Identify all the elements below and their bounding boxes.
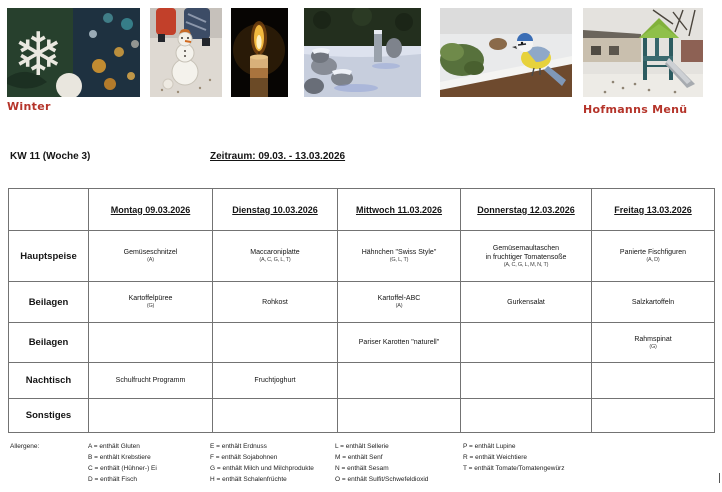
- menu-cell: [338, 399, 461, 433]
- period-label: Zeitraum: 09.03. - 13.03.2026: [210, 151, 346, 162]
- photo-blue-tit-on-snowy-branch: [440, 8, 572, 97]
- menu-cell: Rohkost: [213, 282, 338, 323]
- svg-text:❄: ❄: [13, 20, 64, 90]
- menu-cell: Gemüsemaultaschen in fruchtiger Tomatensoße (A, C, G, L, M, N, T): [461, 231, 592, 282]
- day-header: Dienstag 10.03.2026: [213, 189, 338, 231]
- menu-cell: Panierte Fischfiguren (A, D): [592, 231, 715, 282]
- legend-column: E = enthält Erdnuss F = enthält Sojabohnen G = enthält Milch und Milchprodukte H = enthält Schalenfrüchte: [210, 443, 314, 483]
- menu-cell: Schulfrucht Programm: [89, 363, 213, 399]
- menu-cell: Kartoffelpüree (G): [89, 282, 213, 323]
- menu-cell: Maccaroniplatte (A, C, G, L, T): [213, 231, 338, 282]
- table-row-beilagen-2: [9, 323, 715, 363]
- week-label: KW 11 (Woche 3): [10, 151, 91, 162]
- row-label: Nachtisch: [9, 363, 89, 399]
- table-row-sonstiges: [9, 399, 715, 433]
- corner-cell: [9, 189, 89, 231]
- row-label: Beilagen: [9, 282, 89, 323]
- photo-snowy-playground-with-slide: [583, 8, 703, 97]
- menu-cell: [89, 323, 213, 363]
- day-header: Donnerstag 12.03.2026: [461, 189, 592, 231]
- menu-cell: [89, 399, 213, 433]
- day-header: Montag 09.03.2026: [89, 189, 213, 231]
- day-header: Freitag 13.03.2026: [592, 189, 715, 231]
- menu-cell: [592, 363, 715, 399]
- menu-cell: [461, 323, 592, 363]
- photo-children-building-snowman: [150, 8, 222, 97]
- legend-column: P = enthält Lupine R = enthält Weichtiere T = enthält Tomate/Tomatengewürz: [463, 443, 565, 472]
- table-row-hauptspeise: [9, 231, 715, 282]
- menu-cell: Kartoffel-ABC (A): [338, 282, 461, 323]
- legend-column: L = enthält Sellerie M = enthält Senf N = enthält Sesam O = enthält Sulfit/Schwefeldioxid: [335, 443, 429, 483]
- header-row: [9, 189, 715, 231]
- photo-snow-covered-stones-at-night: [304, 8, 421, 97]
- table-row-nachtisch: [9, 363, 715, 399]
- legend-column: A = enthält Gluten B = enthält Krebstiere C = enthält (Hühner-) Ei D = enthält Fisch: [88, 443, 157, 483]
- menu-cell: Pariser Karotten "naturell": [338, 323, 461, 363]
- menu-table: [8, 188, 715, 433]
- menu-cell: Gemüseschnitzel (A): [89, 231, 213, 282]
- row-label: Beilagen: [9, 323, 89, 363]
- menu-cell: Gurkensalat: [461, 282, 592, 323]
- menu-cell: [592, 399, 715, 433]
- legend-title: Allergene:: [10, 443, 40, 450]
- menu-cell: [213, 399, 338, 433]
- caption-hofmanns-menu: Hofmanns Menü: [583, 103, 688, 116]
- menu-cell: Fruchtjoghurt: [213, 363, 338, 399]
- table-row-beilagen-1: [9, 282, 715, 323]
- photo-burning-candle: [231, 8, 288, 97]
- day-header: Mittwoch 11.03.2026: [338, 189, 461, 231]
- row-label: Hauptspeise: [9, 231, 89, 282]
- caption-winter: Winter: [7, 100, 51, 113]
- menu-cell: Rahmspinat (G): [592, 323, 715, 363]
- menu-cell: Hähnchen "Swiss Style" (G, L, T): [338, 231, 461, 282]
- menu-cell: [338, 363, 461, 399]
- text-cursor: [719, 473, 720, 483]
- menu-cell: [213, 323, 338, 363]
- menu-cell: [461, 363, 592, 399]
- photo-christmas-snowflake-ornament: [7, 8, 140, 97]
- row-label: Sonstiges: [9, 399, 89, 433]
- menu-cell: [461, 399, 592, 433]
- menu-cell: Salzkartoffeln: [592, 282, 715, 323]
